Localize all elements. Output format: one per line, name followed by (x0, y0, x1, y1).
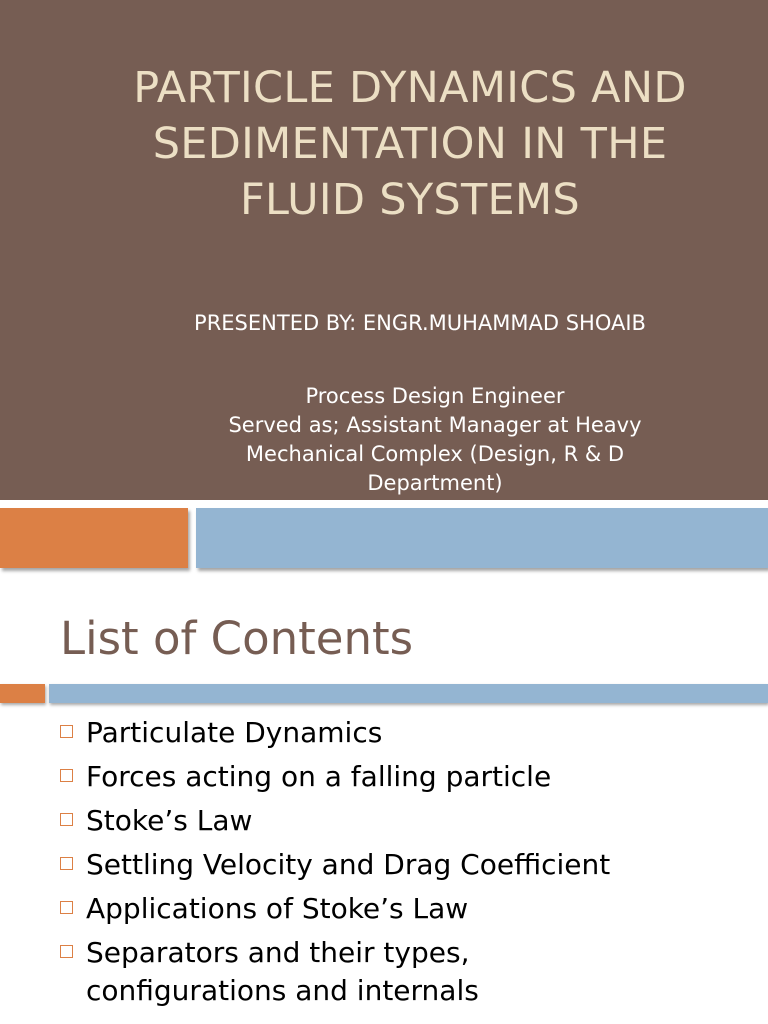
square-outline-bullet-icon (60, 901, 73, 914)
list-item (58, 758, 758, 796)
list-item (58, 802, 758, 840)
heading-bar-orange (0, 684, 45, 703)
square-outline-bullet-icon (60, 945, 73, 958)
accent-bar-orange (0, 508, 188, 568)
square-outline-bullet-icon (60, 769, 73, 782)
list-item-text: Settling Velocity and Drag Coefficient (86, 848, 611, 881)
slide-title-line: FLUID SYSTEMS (239, 175, 581, 225)
accent-bar-blue (196, 508, 768, 568)
square-outline-bullet-icon (60, 813, 73, 826)
list-item (58, 934, 758, 1010)
slide-title-line: PARTICLE DYNAMICS AND (133, 63, 687, 113)
list-item-text: Applications of Stoke’s Law (86, 892, 469, 925)
presenter-detail-line: Served as; Assistant Manager at Heavy (228, 413, 642, 437)
list-item-text: Separators and their types, configurations and internals (86, 936, 479, 1007)
slide-divider (0, 500, 768, 504)
list-item-text: Particulate Dynamics (86, 716, 383, 749)
contents-list (58, 714, 758, 1016)
list-item-text: Forces acting on a falling particle (86, 760, 552, 793)
presenter-detail-line: Mechanical Complex (Design, R & D (245, 442, 625, 466)
slide-title (60, 60, 760, 228)
contents-heading: List of Contents (60, 612, 414, 665)
square-outline-bullet-icon (60, 857, 73, 870)
title-slide (0, 0, 768, 500)
list-item (58, 890, 758, 928)
list-item-text: Stoke’s Law (86, 804, 253, 837)
slide-title-line: SEDIMENTATION IN THE (152, 119, 668, 169)
presenter-details (150, 382, 720, 498)
heading-bar-blue (49, 684, 768, 703)
list-item (58, 846, 758, 884)
presenter-name: PRESENTED BY: ENGR.MUHAMMAD SHOAIB (194, 311, 646, 335)
square-outline-bullet-icon (60, 725, 73, 738)
list-item (58, 714, 758, 752)
presenter-detail-line: Process Design Engineer (305, 384, 565, 408)
presenter-detail-line: Department) (367, 471, 503, 495)
